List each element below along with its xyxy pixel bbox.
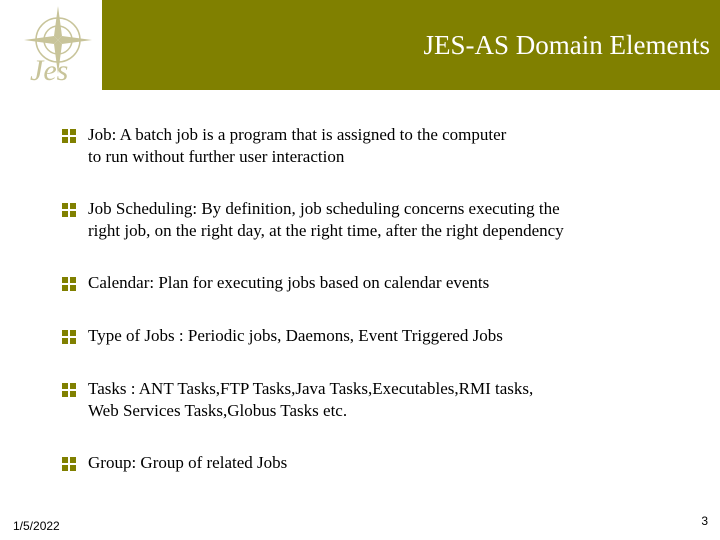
- bullet-item: [62, 272, 702, 294]
- bullet-text-line: Type of Jobs : Periodic jobs, Daemons, Event Triggered Jobs: [88, 326, 503, 345]
- page-number: 3: [701, 514, 708, 528]
- bullet-square-icon: [62, 277, 76, 291]
- bullet-square-icon: [62, 457, 76, 471]
- logo-area: [0, 0, 102, 90]
- bullet-square-icon: [62, 203, 76, 217]
- bullet-item: [62, 452, 702, 474]
- bullet-text-line: Job Scheduling: By definition, job scheduling concerns executing the: [88, 199, 560, 218]
- bullet-item: [62, 198, 702, 242]
- logo-text: Jes: [30, 54, 69, 87]
- bullet-text-line: Group: Group of related Jobs: [88, 453, 288, 472]
- bullet-item: [62, 124, 702, 168]
- bullet-square-icon: [62, 330, 76, 344]
- bullet-square-icon: [62, 129, 76, 143]
- compass-logo-icon: [0, 0, 102, 90]
- bullet-text-line: Calendar: Plan for executing jobs based on calendar events: [88, 273, 490, 292]
- bullet-text-line: Web Services Tasks,Globus Tasks etc.: [88, 401, 348, 420]
- bullet-square-icon: [62, 383, 76, 397]
- bullet-item: [62, 378, 702, 422]
- bullet-text-line: to run without further user interaction: [88, 147, 345, 166]
- header-bar: [102, 0, 720, 90]
- bullet-text-line: Job: A batch job is a program that is assigned to the computer: [88, 125, 507, 144]
- bullet-item: [62, 325, 702, 347]
- bullet-text-line: right job, on the right day, at the right time, after the right dependency: [88, 221, 564, 240]
- bullet-list: [62, 124, 702, 474]
- slide-title: JES-AS Domain Elements: [423, 30, 710, 60]
- footer-date: 1/5/2022: [13, 519, 60, 533]
- bullet-text-line: Tasks : ANT Tasks,FTP Tasks,Java Tasks,Executables,RMI tasks,: [88, 379, 534, 398]
